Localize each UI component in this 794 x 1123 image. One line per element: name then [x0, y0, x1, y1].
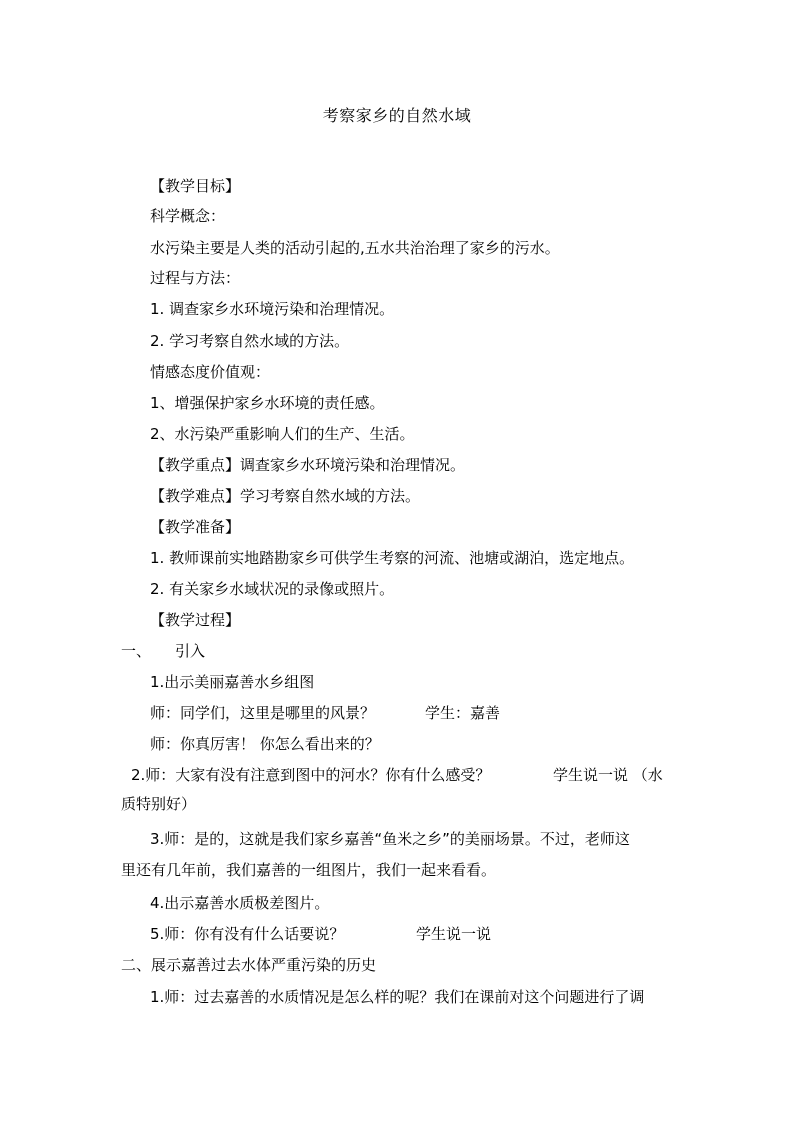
section-heading-key-point: 【教学重点】调查家乡水环境污染和治理情况。	[150, 456, 466, 474]
text-line: 过程与方法：	[150, 269, 241, 287]
text-line: 1.师：过去嘉善的水质情况是怎么样的呢？我们在课前对这个问题进行了调	[150, 988, 645, 1006]
section-heading-objectives: 【教学目标】	[150, 177, 241, 195]
text-line: 师：同学们，这里是哪里的风景？	[150, 704, 376, 722]
list-marker: 一、	[121, 642, 152, 660]
text-line: 2、水污染严重影响人们的生产、生活。	[150, 425, 415, 443]
section-heading-difficulty: 【教学难点】学习考察自然水域的方法。	[150, 487, 421, 505]
text-line: 3.师：是的，这就是我们家乡嘉善“鱼米之乡”的美丽场景。不过，老师这	[150, 830, 630, 848]
section-heading-preparation: 【教学准备】	[150, 518, 241, 536]
text-line: 水污染主要是人类的活动引起的,五水共治治理了家乡的污水。	[150, 239, 560, 257]
text-line: 学生：嘉善	[425, 704, 501, 722]
text-line: 1、增强保护家乡水环境的责任感。	[150, 394, 385, 412]
text-line: 科学概念：	[150, 207, 226, 225]
text-line: 2.师：大家有没有注意到图中的河水？你有什么感受？	[131, 766, 491, 784]
text-line: 师：你真厉害！ 你怎么看出来的？	[150, 735, 380, 753]
section-title-intro: 引入	[175, 642, 206, 660]
text-line: 学生说一说 （水	[553, 766, 663, 784]
text-line: 1. 调查家乡水环境污染和治理情况。	[150, 300, 395, 318]
text-line: 2. 有关家乡水域状况的录像或照片。	[150, 580, 395, 598]
text-line: 5.师：你有没有什么话要说？	[150, 925, 345, 943]
section-heading-process: 【教学过程】	[150, 611, 241, 629]
text-line: 1.出示美丽嘉善水乡组图	[150, 673, 315, 691]
text-line: 里还有几年前，我们嘉善的一组图片，我们一起来看看。	[121, 861, 497, 879]
text-line: 1. 教师课前实地踏勘家乡可供学生考察的河流、池塘或湖泊，选定地点。	[150, 549, 635, 567]
text-line: 学生说一说	[416, 925, 492, 943]
document-title: 考察家乡的自然水域	[322, 106, 472, 125]
text-line: 质特别好）	[121, 795, 197, 813]
section-title-history: 二、展示嘉善过去水体严重污染的历史	[121, 956, 377, 974]
text-line: 4.出示嘉善水质极差图片。	[150, 894, 330, 912]
text-line: 情感态度价值观：	[150, 363, 271, 381]
text-line: 2. 学习考察自然水域的方法。	[150, 332, 350, 350]
